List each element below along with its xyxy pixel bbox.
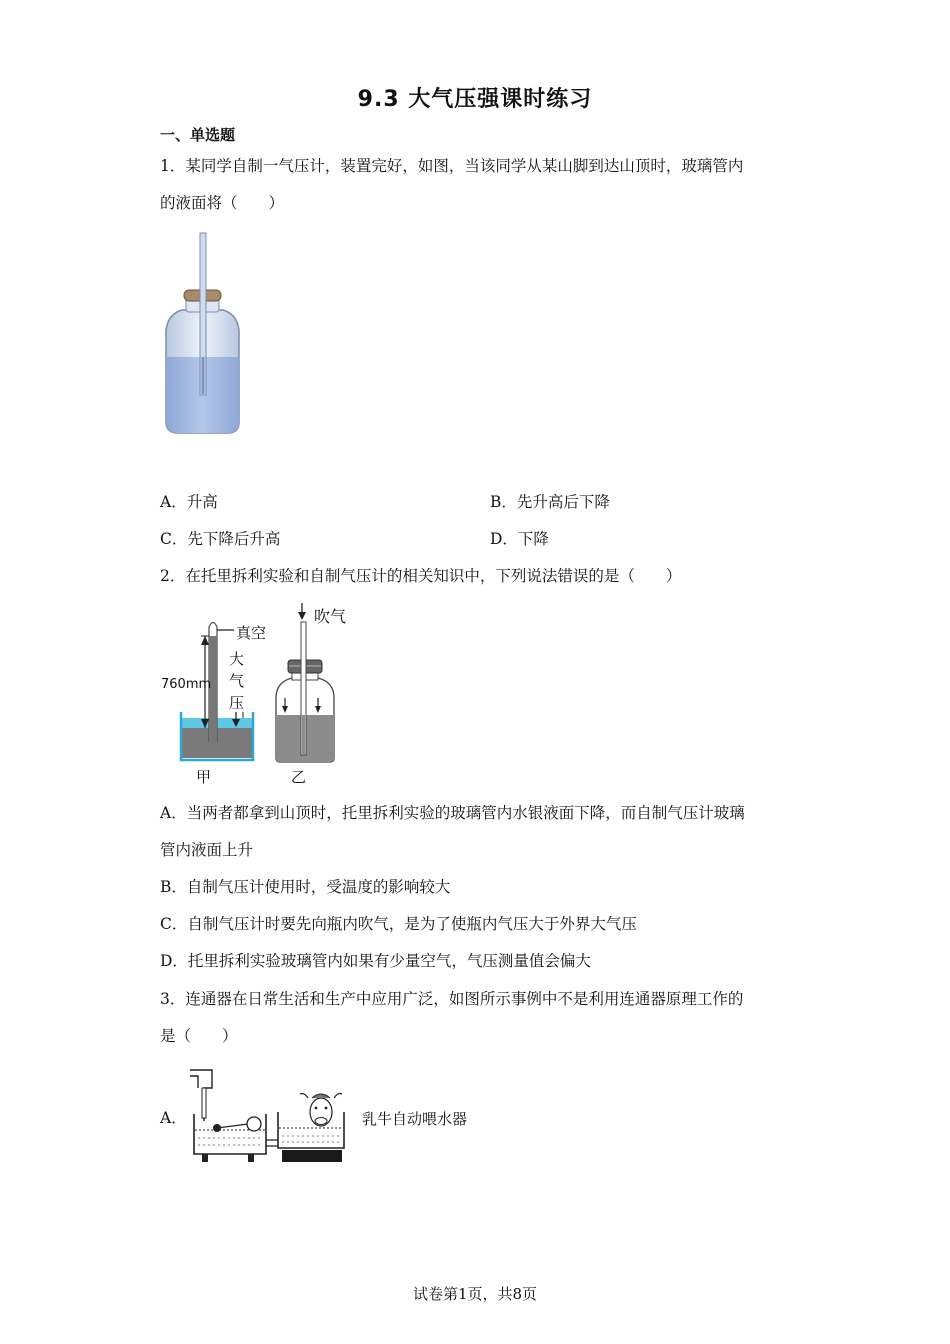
q3-cow-waterer-figure <box>188 1066 358 1166</box>
q1-option-c: C．先下降后升高 <box>160 530 281 548</box>
q3-stem-line2: 是（ ） <box>160 1027 238 1045</box>
q1-option-d: D．下降 <box>490 530 549 548</box>
q3-stem-line1: 3．连通器在日常生活和生产中应用广泛，如图所示事例中不是利用连通器原理工作的 <box>160 990 744 1008</box>
q1-stem-line2: 的液面将（ ） <box>160 194 285 212</box>
page-title: 9.3 大气压强课时练习 <box>357 87 593 112</box>
q2-option-a-line1: A．当两者都拿到山顶时，托里拆利实验的玻璃管内水银液面下降，而自制气压计玻璃 <box>160 804 745 822</box>
q2-label-atm-3: 压 <box>229 694 245 712</box>
q1-barometer-figure <box>160 230 245 440</box>
section-heading: 一、单选题 <box>160 126 236 144</box>
q2-label-blow: 吹气 <box>314 607 347 626</box>
q1-option-a: A．升高 <box>160 493 218 511</box>
q2-option-a-line2: 管内液面上升 <box>160 841 254 859</box>
q3-option-a-caption: 乳牛自动喂水器 <box>362 1110 468 1128</box>
q2-label-atm-2: 气 <box>229 672 245 690</box>
q2-label-height: 760mm <box>161 677 212 692</box>
q3-option-a-label: A． <box>160 1109 187 1127</box>
q2-label-vacuum: 真空 <box>236 624 267 642</box>
q2-label-jia: 甲 <box>196 768 212 786</box>
page-footer: 试卷第1页，共8页 <box>412 1285 538 1303</box>
q2-option-d: D．托里拆利实验玻璃管内如果有少量空气，气压测量值会偏大 <box>160 952 591 970</box>
q2-option-c: C．自制气压计时要先向瓶内吹气，是为了使瓶内气压大于外界大气压 <box>160 915 637 933</box>
q2-label-yi: 乙 <box>291 768 307 786</box>
q2-label-atm-1: 大 <box>229 650 245 668</box>
q1-stem-line1: 1．某同学自制一气压计，装置完好，如图，当该同学从某山脚到达山顶时，玻璃管内 <box>160 157 744 175</box>
q1-option-b: B．先升高后下降 <box>490 493 610 511</box>
q2-option-b: B．自制气压计使用时，受温度的影响较大 <box>160 878 451 896</box>
q2-stem: 2．在托里拆利实验和自制气压计的相关知识中，下列说法错误的是（ ） <box>160 567 682 585</box>
